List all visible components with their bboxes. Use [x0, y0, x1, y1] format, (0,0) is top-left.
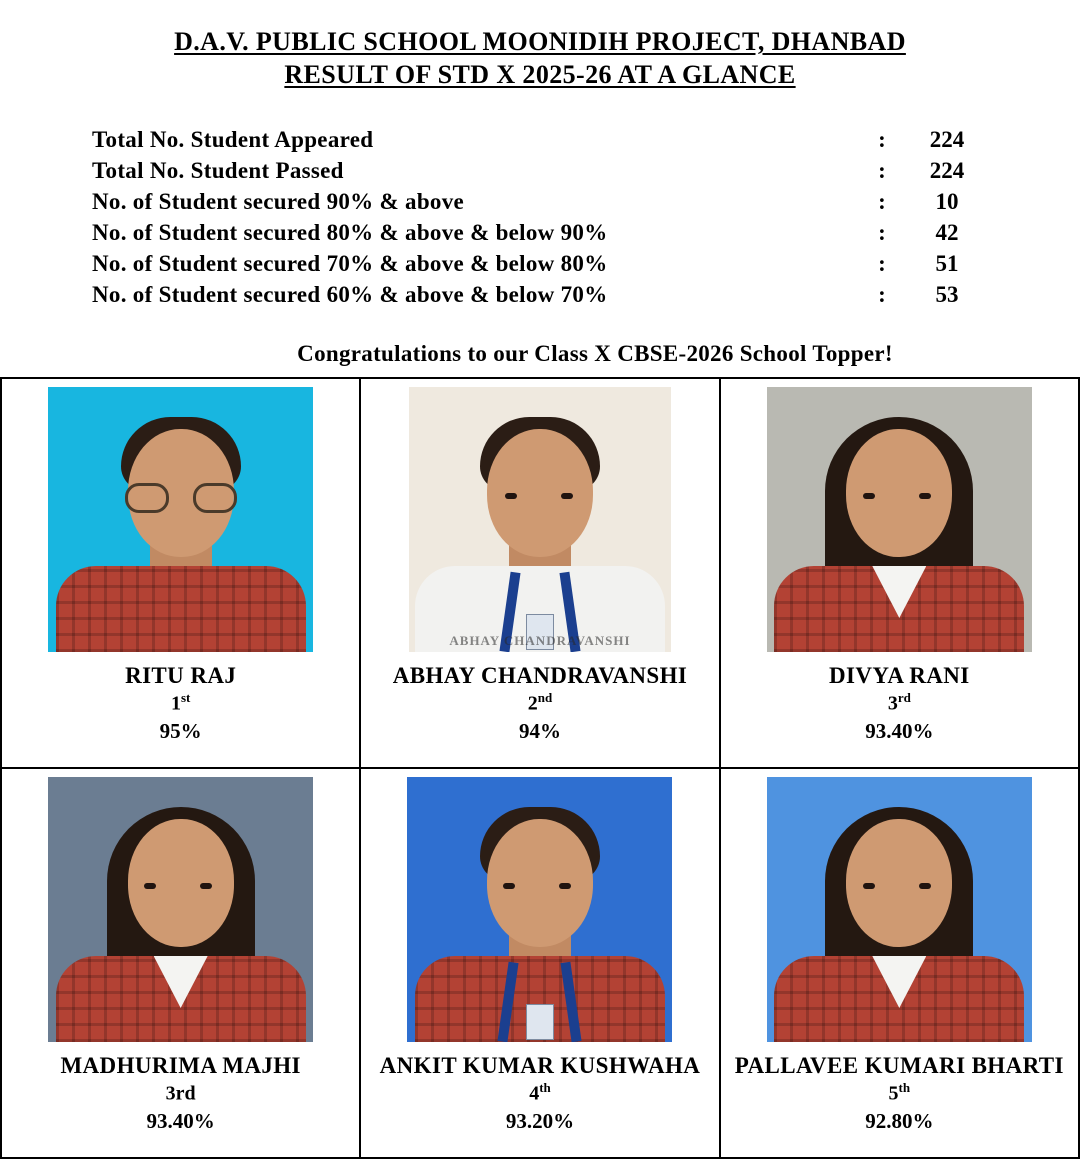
school-name: D.A.V. PUBLIC SCHOOL MOONIDIH PROJECT, DHANBAD [174, 27, 906, 56]
stat-separator: : [878, 158, 886, 183]
statistics-table [92, 125, 992, 311]
student-rank: 3rd [887, 690, 911, 716]
table-row [92, 249, 992, 280]
statistics-section [0, 125, 1080, 311]
stat-label: Total No. Student Passed [92, 158, 344, 183]
stat-value: 10 [935, 189, 959, 214]
student-name: ABHAY CHANDRAVANSHI [392, 663, 688, 688]
toppers-row-1 [2, 379, 1080, 769]
stat-value: 53 [935, 282, 959, 307]
student-name: PALLAVEE KUMARI BHARTI [734, 1053, 1064, 1078]
stat-label: No. of Student secured 90% & above [92, 189, 465, 214]
topper-caption [393, 661, 688, 745]
student-photo [48, 387, 313, 652]
student-rank: 2nd [527, 690, 553, 716]
toppers-row-2 [2, 769, 1080, 1159]
topper-card-6 [721, 769, 1080, 1159]
page-title [0, 0, 1080, 91]
id-badge-icon [526, 1004, 554, 1040]
topper-caption [829, 661, 970, 745]
topper-card-2 [361, 379, 720, 769]
student-rank: 1st [170, 690, 191, 716]
student-photo [48, 777, 313, 1042]
topper-caption [60, 1051, 300, 1135]
student-photo [407, 777, 672, 1042]
student-rank: 3rd [165, 1083, 196, 1106]
student-percent: 93.20% [505, 1108, 575, 1133]
stat-value: 51 [935, 251, 959, 276]
student-percent: 92.80% [865, 1108, 934, 1133]
congratulations-text: Congratulations to our Class X CBSE-2026 School Topper! [297, 341, 893, 366]
toppers-grid [0, 377, 1080, 1159]
stat-label: No. of Student secured 80% & above & below 90% [92, 220, 608, 245]
student-name: RITU RAJ [125, 663, 237, 688]
stat-separator: : [878, 127, 886, 152]
stat-label: No. of Student secured 60% & above & below 70% [92, 282, 608, 307]
student-rank: 5th [888, 1080, 911, 1106]
photo-watermark: ABHAY CHANDRAVANSHI [449, 633, 631, 648]
table-row [92, 125, 992, 156]
table-row [92, 156, 992, 187]
stat-value: 224 [929, 158, 965, 183]
student-photo [767, 387, 1032, 652]
stat-label: Total No. Student Appeared [92, 127, 374, 152]
student-percent: 94% [518, 718, 561, 743]
student-percent: 93.40% [146, 1108, 215, 1133]
topper-caption [380, 1051, 701, 1135]
stat-value: 224 [929, 127, 965, 152]
student-rank: 4th [529, 1080, 551, 1106]
table-row [92, 280, 992, 311]
topper-caption [125, 661, 236, 745]
topper-card-1 [2, 379, 361, 769]
table-row [92, 218, 992, 249]
topper-caption [735, 1051, 1064, 1135]
student-name: ANKIT KUMAR KUSHWAHA [379, 1053, 701, 1078]
stat-separator: : [878, 220, 886, 245]
topper-card-5 [361, 769, 720, 1159]
topper-card-4 [2, 769, 361, 1159]
student-name: DIVYA RANI [829, 663, 970, 688]
stat-separator: : [878, 251, 886, 276]
stat-separator: : [878, 282, 886, 307]
topper-card-3 [721, 379, 1080, 769]
stat-value: 42 [935, 220, 959, 245]
stat-label: No. of Student secured 70% & above & below 80% [92, 251, 608, 276]
student-photo [409, 387, 671, 652]
student-photo [767, 777, 1032, 1042]
student-name: MADHURIMA MAJHI [60, 1053, 301, 1078]
result-subtitle: RESULT OF STD X 2025-26 AT A GLANCE [284, 59, 796, 89]
glasses-icon [125, 483, 237, 513]
student-percent: 93.40% [865, 718, 934, 743]
table-row [92, 187, 992, 218]
student-percent: 95% [159, 718, 202, 743]
stat-separator: : [878, 189, 886, 214]
